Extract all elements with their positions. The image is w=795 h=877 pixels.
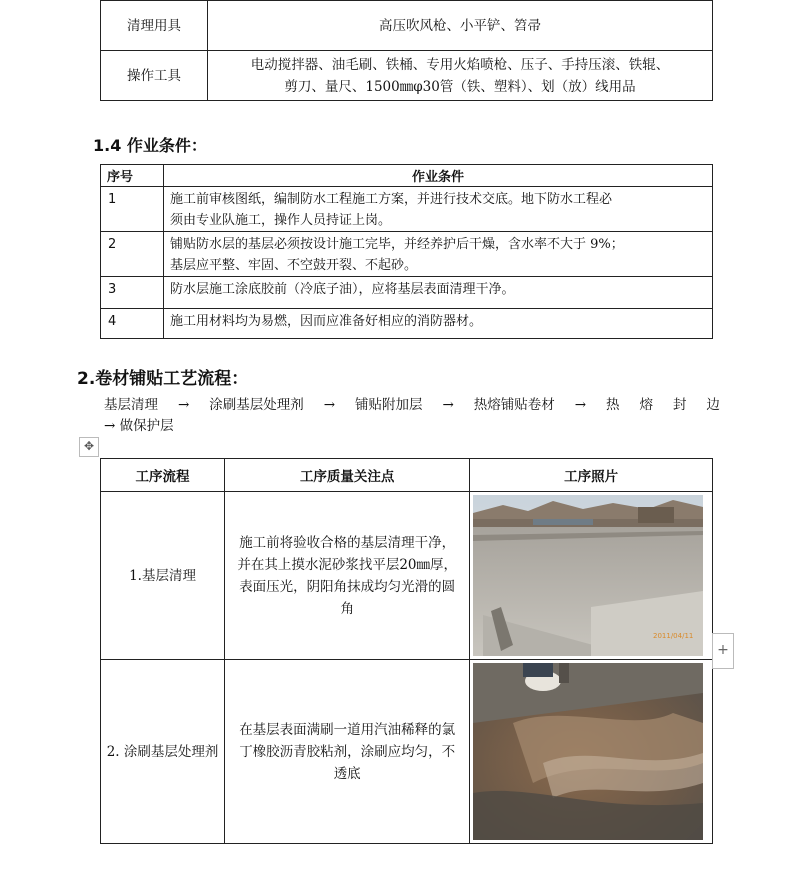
table-row [101, 492, 713, 660]
tool-key: 操作工具 [101, 51, 208, 101]
condition-line: 铺贴防水层的基层必须按设计施工完毕，并经养护后干燥，含水率不大于 9%； [170, 237, 624, 252]
column-header: 工序质量关注点 [225, 459, 470, 492]
table-row [101, 660, 713, 844]
row-number: 1 [101, 187, 164, 232]
flow-arrow: → [442, 397, 454, 413]
flow-step-char: 热 [606, 397, 620, 413]
table-row [101, 1, 713, 51]
process-focus: 施工前将验收合格的基层清理干净，并在其上摸水泥砂浆找平层20㎜厚，表面压光，阴阳角抹成均匀光滑的圆角 [225, 492, 470, 660]
condition-line: 施工前审核图纸，编制防水工程施工方案，并进行技术交底。地下防水工程必 [170, 192, 613, 207]
row-number: 2 [101, 232, 164, 277]
tools-table [100, 0, 713, 101]
add-row-button[interactable]: + [712, 633, 734, 669]
primer-coating-photo [473, 663, 703, 840]
column-header: 工序流程 [101, 459, 225, 492]
table-header-row [101, 165, 713, 187]
flow-step-char: 边 [706, 397, 720, 413]
tool-value [208, 51, 713, 101]
flow-step-char: 封 [672, 397, 687, 413]
flow-step: 涂刷基层处理剂 [209, 397, 304, 413]
flow-arrow: → [574, 397, 587, 413]
table-row [101, 187, 713, 232]
table-row [101, 309, 713, 339]
table-row [101, 232, 713, 277]
conditions-table [100, 164, 713, 339]
flow-step-char: 熔 [639, 397, 653, 413]
process-flow [104, 395, 720, 437]
table-row [101, 277, 713, 309]
column-header: 工序照片 [470, 459, 713, 492]
condition-text [164, 187, 713, 232]
flow-line [104, 395, 720, 416]
row-number: 4 [101, 309, 164, 339]
section-heading: 2.卷材铺贴工艺流程： [77, 369, 249, 389]
tool-key: 清理用具 [101, 1, 208, 51]
condition-text [164, 232, 713, 277]
condition-text: 防水层施工涂底胶前（冷底子油），应将基层表面清理干净。 [164, 277, 713, 309]
tool-value-line: 剪刀、量尺、1500㎜φ30管（铁、塑料）、划（放）线用品 [284, 78, 636, 95]
condition-line: 须由专业队施工，操作人员持证上岗。 [170, 213, 392, 228]
flow-step: 铺贴附加层 [355, 397, 423, 413]
column-header: 作业条件 [164, 165, 713, 187]
section-heading: 1.4 作业条件： [93, 136, 207, 155]
flow-arrow: → [323, 397, 336, 413]
flow-step: 基层清理 [104, 397, 158, 413]
table-header-row [101, 459, 713, 492]
row-number: 3 [101, 277, 164, 309]
table-row [101, 51, 713, 101]
table-move-handle-icon[interactable]: ✥ [79, 437, 99, 457]
process-step: 1.基层清理 [101, 492, 225, 660]
photo-cell [470, 660, 713, 844]
condition-text: 施工用材料均为易燃，因而应准备好相应的消防器材。 [164, 309, 713, 339]
photo-date-stamp: 2011/04/11 [653, 632, 694, 640]
photo-cell [470, 492, 713, 660]
process-focus: 在基层表面满刷一道用汽油稀释的氯丁橡胶沥青胶粘剂，涂刷应均匀，不透底 [225, 660, 470, 844]
flow-arrow: → [177, 397, 190, 413]
process-table [100, 458, 713, 844]
flow-line: → 做保护层 [104, 418, 174, 434]
tool-value-line: 电动搅拌器、油毛刷、铁桶、专用火焰喷枪、压子、手持压滚、铁辊、 [250, 56, 670, 73]
tool-value: 高压吹风枪、小平铲、笤帚 [208, 1, 713, 51]
condition-line: 基层应平整、牢固、不空鼓开裂、不起砂。 [170, 258, 418, 273]
base-cleaning-photo [473, 495, 703, 656]
flow-step: 热熔铺贴卷材 [473, 397, 555, 413]
process-step: 2. 涂刷基层处理剂 [101, 660, 225, 844]
column-header: 序号 [101, 165, 164, 187]
